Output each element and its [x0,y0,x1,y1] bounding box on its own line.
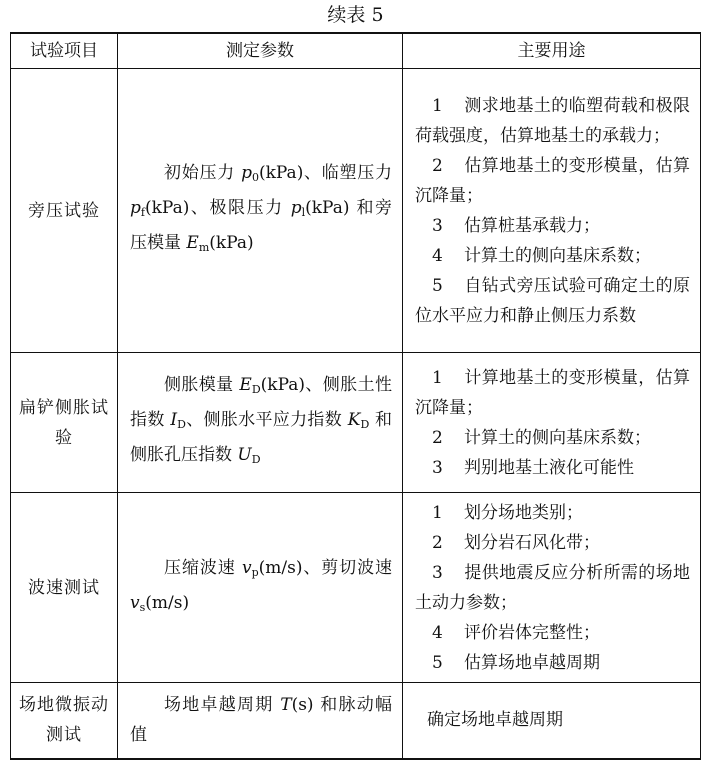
test-item: 旁压试验 [11,69,118,353]
use-item: 3 判别地基土液化可能性 [432,457,634,478]
table-row [11,69,701,353]
use-item: 4 计算土的侧向基床系数； [432,245,651,266]
use-item: 1 计算地基土的变形模量，估算沉降量； [415,367,690,418]
params-rich: 场地卓越周期 T(s) 和脉动幅值 [130,695,392,746]
use-item: 4 评价岩体完整性； [432,622,600,643]
test-uses [403,69,701,353]
data-table [10,32,701,760]
header-params: 测定参数 [118,33,403,69]
test-uses [403,493,701,683]
header-row [11,33,701,69]
use-item: 2 估算地基土的变形模量，估算沉降量； [415,155,690,206]
use-item: 3 提供地震反应分析所需的场地土动力参数； [415,562,690,613]
test-item: 场地微振动测试 [11,683,118,759]
use-item: 2 划分岩石风化带； [432,532,600,553]
use-item: 3 估算桩基承载力； [432,215,600,236]
use-item: 2 计算土的侧向基床系数； [432,427,651,448]
params-rich: 初始压力 $p_0(kPa)$、临塑压力 $p_f(kPa)$、极限压力 $p_l(kPa)$ 和旁压模量 $E_m(kPa)$ [130,163,393,254]
test-params [118,493,403,683]
test-item: 扁铲侧胀试验 [11,353,118,493]
table-row [11,353,701,493]
test-params [118,69,403,353]
table-row [11,683,701,759]
test-item: 波速测试 [11,493,118,683]
table-caption: 续表 5 [327,4,384,26]
use-item: 5 估算场地卓越周期 [432,652,600,673]
test-params [118,353,403,493]
test-params [118,683,403,759]
test-uses: 确定场地卓越周期 [403,683,701,759]
params-rich: 侧胀模量 $E_D(kPa)$、侧胀土性指数 $I_D$、侧胀水平应力指数 $K_D$ 和侧胀孔压指数 $U_D$ [130,375,393,466]
table-row [11,493,701,683]
header-uses: 主要用途 [403,33,701,69]
use-item: 5 自钻式旁压试验可确定土的原位水平应力和静止侧压力系数 [415,275,690,326]
params-rich: 压缩波速 $v_p(m/s)$、剪切波速 $v_s(m/s)$ [130,557,392,614]
use-item: 1 划分场地类别； [432,502,583,523]
header-item: 试验项目 [11,33,118,69]
test-uses [403,353,701,493]
use-item: 1 测求地基土的临塑荷载和极限荷载强度，估算地基土的承载力； [415,95,690,146]
